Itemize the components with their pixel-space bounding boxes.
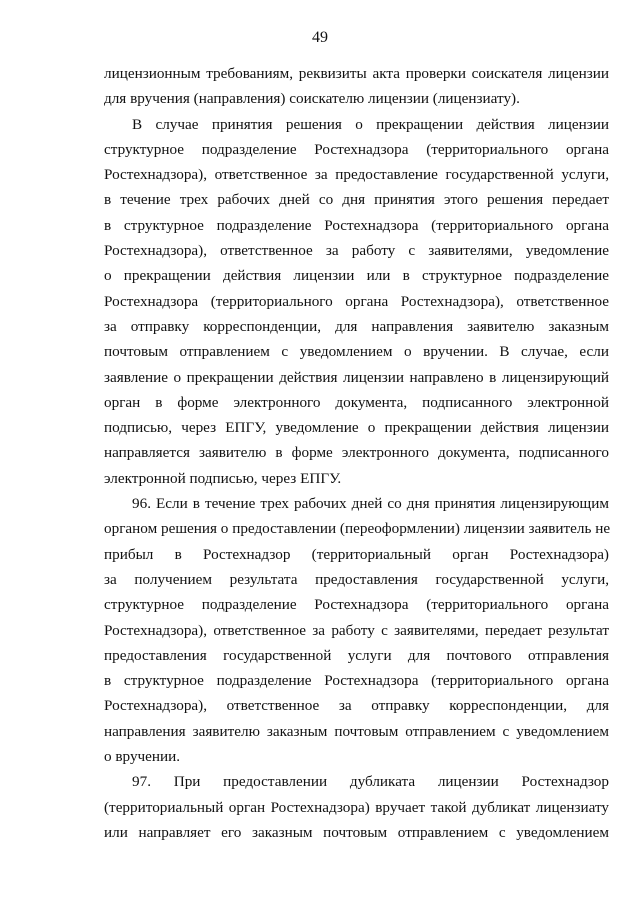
text-line: лицензионным требованиям, реквизиты акта проверки соискателя лицензии	[104, 65, 609, 82]
text-line: о прекращении действия лицензии или в структурное подразделение	[104, 267, 609, 285]
text-line: Ростехнадзора), ответственное за отправку корреспонденции, для	[104, 697, 609, 715]
text-line: предоставления государственной услуги для почтового отправления	[104, 646, 609, 664]
text-line: (территориальный орган Ростехнадзора) вручает такой дубликат лицензиату	[104, 798, 609, 816]
text-line: в структурное подразделение Ростехнадзора (территориального органа	[104, 672, 609, 690]
text-line: для вручения (направления) соискателю лицензии (лицензиату).	[104, 90, 520, 108]
text-line: почтовым отправлением с уведомлением о вручении. В случае, если	[104, 343, 609, 361]
text-line: или направляет его заказным почтовым отправлением с уведомлением	[104, 823, 609, 841]
text-line: электронной подписью, через ЕПГУ.	[104, 469, 342, 487]
text-line: в структурное подразделение Ростехнадзора (территориального органа	[104, 216, 609, 234]
text-line: структурное подразделение Ростехнадзора (территориального органа	[104, 596, 609, 614]
text-line: направления заявителю заказным почтовым отправлением с уведомлением	[104, 722, 609, 740]
text-line: Ростехнадзора (территориального органа Ростехнадзора), ответственное	[104, 292, 609, 310]
text-line: за отправку корреспонденции, для направления заявителю заказным	[104, 317, 609, 335]
text-line: в течение трех рабочих дней со дня принятия этого решения передает	[104, 191, 609, 209]
text-line: органом решения о предоставлении (переоформлении) лицензии заявитель не	[104, 520, 611, 538]
paragraph-first-line: В случае принятия решения о прекращении действия лицензии	[132, 115, 609, 133]
text-line: о вручении.	[104, 748, 181, 766]
text-line: за получением результата предоставления государственной услуги,	[104, 570, 609, 588]
page-text	[104, 61, 609, 845]
paragraph-97-first-line: 97. При предоставлении дубликата лицензии Ростехнадзор	[132, 773, 609, 791]
text-line: Ростехнадзора), ответственное за предоставление государственной услуги,	[104, 166, 609, 184]
page-number: 49	[312, 29, 328, 46]
text-line: Ростехнадзора), ответственное за работу с заявителями, передает результат	[104, 621, 609, 639]
text-line: структурное подразделение Ростехнадзора (территориального органа	[104, 140, 609, 158]
text-line: направляется заявителю в форме электронного документа, подписанного	[104, 444, 609, 462]
text-line: прибыл в Ростехнадзор (территориальный орган Ростехнадзора)	[104, 545, 609, 563]
text-line: орган в форме электронного документа, подписанного электронной	[104, 393, 609, 411]
text-line: Ростехнадзора), ответственное за работу с заявителями, уведомление	[104, 242, 609, 260]
paragraph-96-first-line: 96. Если в течение трех рабочих дней со дня принятия лицензирующим	[132, 495, 609, 513]
text-line: подписью, через ЕПГУ, уведомление о прекращении действия лицензии	[104, 419, 609, 437]
text-line: заявление о прекращении действия лицензии направлено в лицензирующий	[104, 368, 609, 386]
